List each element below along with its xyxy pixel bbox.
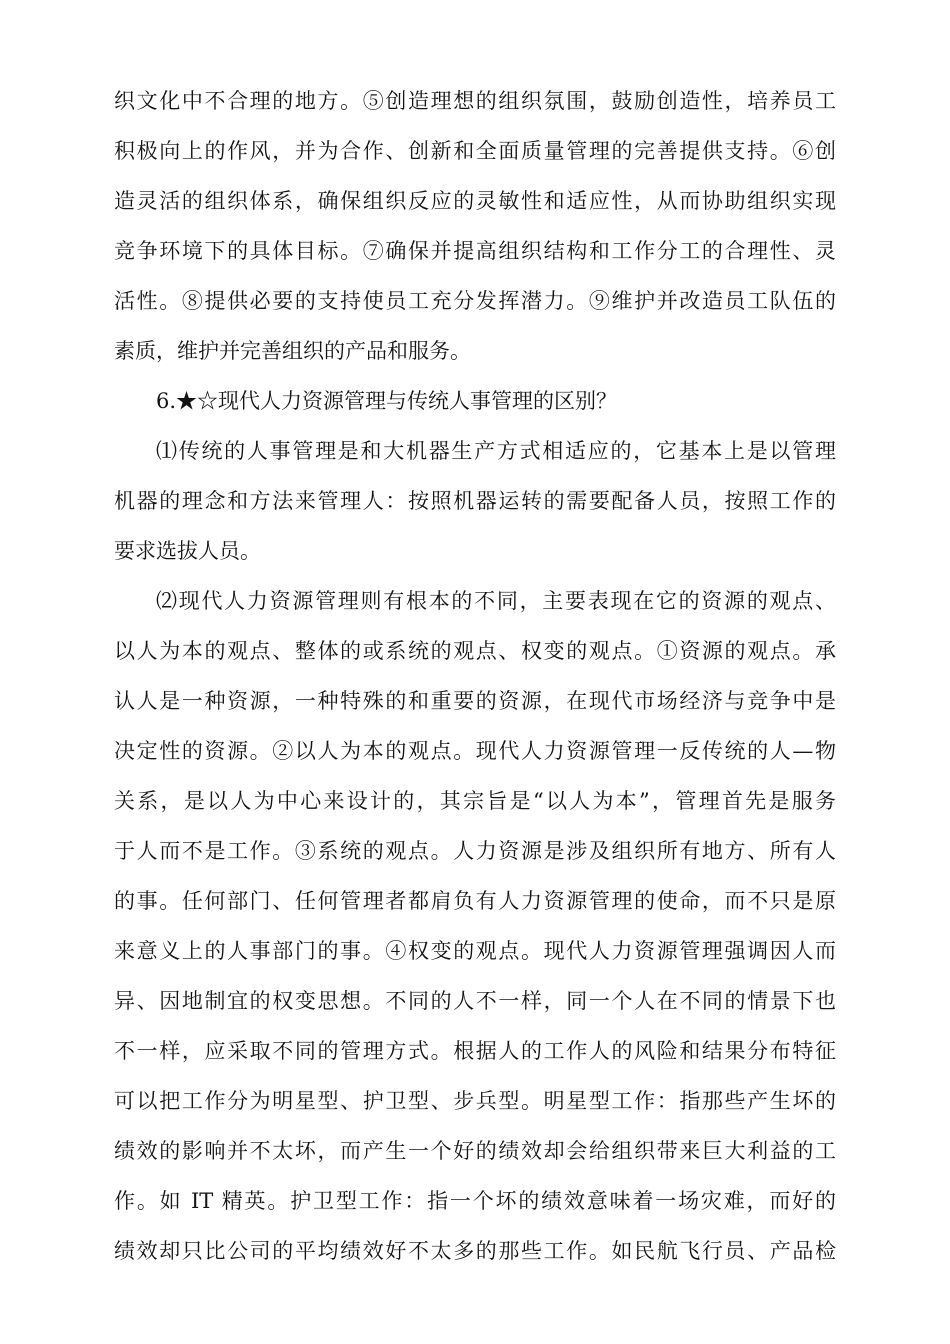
text-line: 活性。⑧提供必要的支持使员工充分发挥潜力。⑨维护并改造员工队伍的	[114, 289, 836, 313]
text-line: ⑴传统的人事管理是和大机器生产方式相适应的，它基本上是以管理	[156, 439, 836, 463]
text-line: 6.★☆现代人力资源管理与传统人事管理的区别？	[156, 389, 618, 413]
text-line: 造灵活的组织体系，确保组织反应的灵敏性和适应性，从而协助组织实现	[114, 189, 836, 213]
paragraph	[114, 76, 836, 376]
text-line: 决定性的资源。②以人为本的观点。现代人力资源管理一反传统的人—物	[114, 739, 836, 763]
document-page	[114, 76, 836, 1276]
text-line: 可以把工作分为明星型、护卫型、步兵型。明星型工作：指那些产生坏的	[114, 1089, 836, 1113]
text-line: 的事。任何部门、任何管理者都肩负有人力资源管理的使命，而不只是原	[114, 889, 836, 913]
text-line: 关系，是以人为中心来设计的，其宗旨是“以人为本”，管理首先是服务	[114, 789, 836, 813]
text-line: 于人而不是工作。③系统的观点。人力资源是涉及组织所有地方、所有人	[114, 839, 836, 863]
text-line: 以人为本的观点、整体的或系统的观点、权变的观点。①资源的观点。承	[114, 639, 836, 663]
question-heading	[114, 376, 836, 426]
text-line: 竞争环境下的具体目标。⑦确保并提高组织结构和工作分工的合理性、灵	[114, 239, 836, 263]
text-line: 异、因地制宜的权变思想。不同的人不一样，同一个人在不同的情景下也	[114, 989, 836, 1013]
text-line: 认人是一种资源，一种特殊的和重要的资源，在现代市场经济与竞争中是	[114, 689, 836, 713]
text-line: 作。如 IT 精英。护卫型工作：指一个坏的绩效意味着一场灾难，而好的	[114, 1189, 836, 1213]
text-line: 机器的理念和方法来管理人：按照机器运转的需要配备人员，按照工作的	[114, 489, 836, 513]
text-line: 积极向上的作风，并为合作、创新和全面质量管理的完善提供支持。⑥创	[114, 139, 836, 163]
paragraph	[114, 426, 836, 576]
text-line: 不一样，应采取不同的管理方式。根据人的工作人的风险和结果分布特征	[114, 1039, 836, 1063]
text-line: 绩效却只比公司的平均绩效好不太多的那些工作。如民航飞行员、产品检	[114, 1239, 836, 1263]
text-line: 来意义上的人事部门的事。④权变的观点。现代人力资源管理强调因人而	[114, 939, 836, 963]
text-line: 要求选拔人员。	[114, 539, 261, 563]
text-line: ⑵现代人力资源管理则有根本的不同，主要表现在它的资源的观点、	[156, 589, 836, 613]
text-line: 织文化中不合理的地方。⑤创造理想的组织氛围，鼓励创造性，培养员工	[114, 89, 836, 113]
paragraph	[114, 576, 836, 1276]
text-line: 素质，维护并完善组织的产品和服务。	[114, 339, 471, 363]
text-line: 绩效的影响并不太坏，而产生一个好的绩效却会给组织带来巨大利益的工	[114, 1139, 836, 1163]
